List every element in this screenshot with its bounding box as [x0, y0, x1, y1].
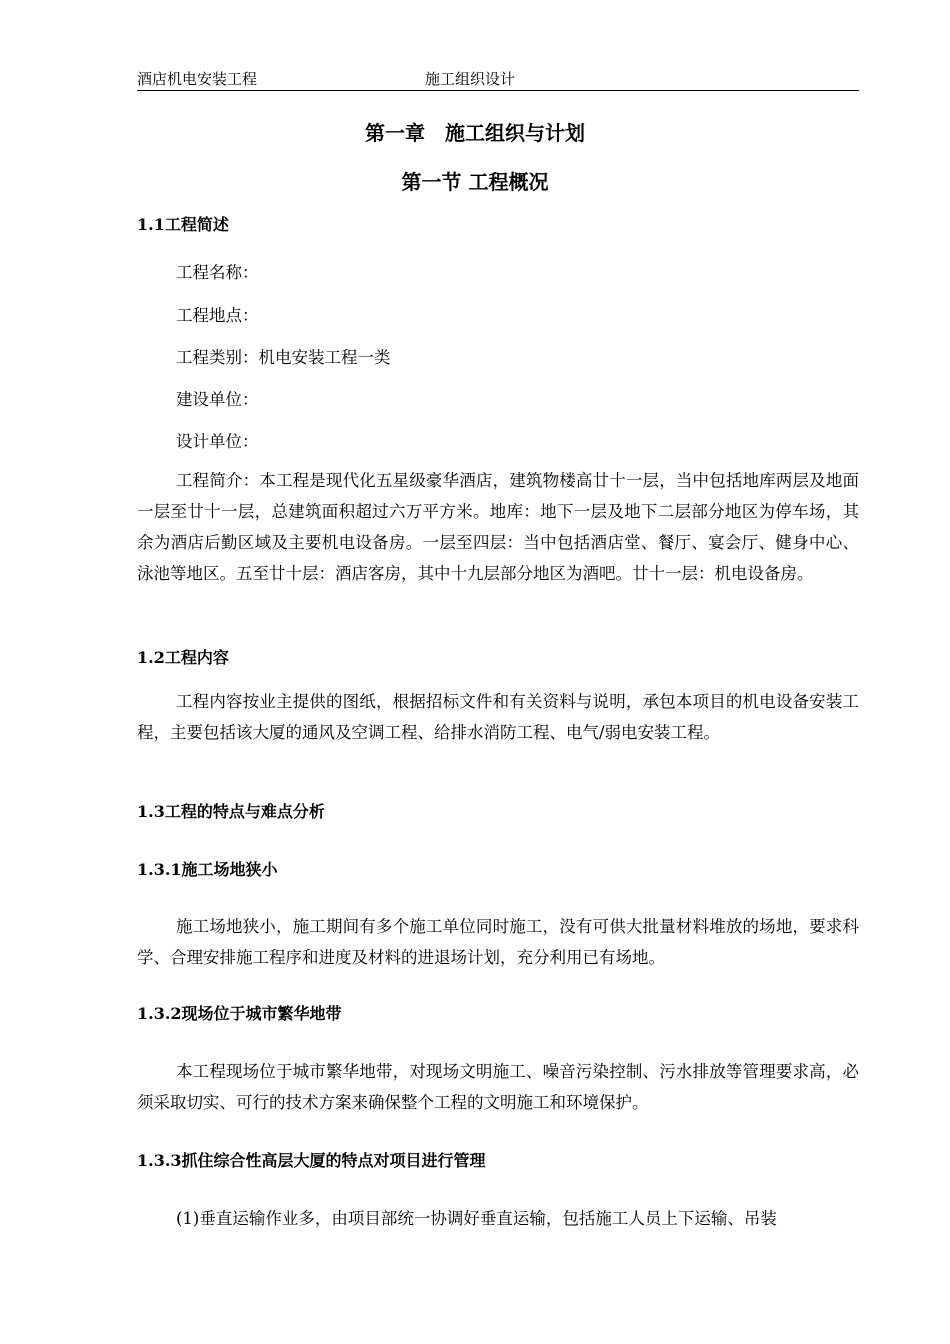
field-project-name: 工程名称： [176, 263, 259, 282]
project-content-paragraph: 工程内容按业主提供的图纸，根据招标文件和有关资料与说明，承包本项目的机电设备安装工程，主要包括该大厦的通风及空调工程、给排水消防工程、电气/弱电安装工程。 [137, 692, 859, 742]
project-intro-paragraph: 工程简介：本工程是现代化五星级豪华酒店，建筑物楼高廿十一层，当中包括地库两层及地面一层至廿十一层，总建筑面积超过六万平方米。地库：地下一层及地下二层部分地区为停车场，其余为酒店后勤区域及主要机电设备房。一层至四层：当中包括酒店堂、餐厅、宴会厅、健身中心、泳池等地区。五至廿十层：酒店客房，其中十九层部分地区为酒吧。廿十一层：机电设备房。 [137, 471, 859, 583]
heading-1-3: 1.3工程的特点与难点分析 [137, 802, 325, 821]
header-doc-type: 施工组织设计 [425, 70, 516, 88]
heading-1-3-1: 1.3.1施工场地狭小 [137, 860, 278, 879]
vertical-transport-paragraph: (1)垂直运输作业多，由项目部统一协调好垂直运输，包括施工人员上下运输、吊装 [176, 1209, 777, 1228]
site-narrow-paragraph: 施工场地狭小，施工期间有多个施工单位同时施工，没有可供大批量材料堆放的场地，要求科学、合理安排施工程序和进度及材料的进退场计划，充分利用已有场地。 [137, 917, 859, 967]
page-header [137, 68, 859, 91]
chapter-title: 第一章 施工组织与计划 [365, 121, 585, 145]
field-construction-unit: 建设单位： [176, 390, 259, 409]
section-title: 第一节 工程概况 [401, 170, 549, 194]
heading-1-2: 1.2工程内容 [137, 648, 229, 667]
urban-location-paragraph: 本工程现场位于城市繁华地带，对现场文明施工、噪音污染控制、污水排放等管理要求高，必须采取切实、可行的技术方案来确保整个工程的文明施工和环境保护。 [137, 1062, 859, 1112]
field-project-category: 工程类别：机电安装工程一类 [176, 348, 391, 367]
heading-1-3-3: 1.3.3抓住综合性高层大厦的特点对项目进行管理 [137, 1151, 486, 1170]
field-project-location: 工程地点： [176, 306, 259, 325]
heading-1-3-2: 1.3.2现场位于城市繁华地带 [137, 1004, 342, 1023]
field-design-unit: 设计单位： [176, 432, 259, 451]
heading-1-1: 1.1工程简述 [137, 215, 229, 234]
header-project-name: 酒店机电安装工程 [137, 70, 258, 88]
